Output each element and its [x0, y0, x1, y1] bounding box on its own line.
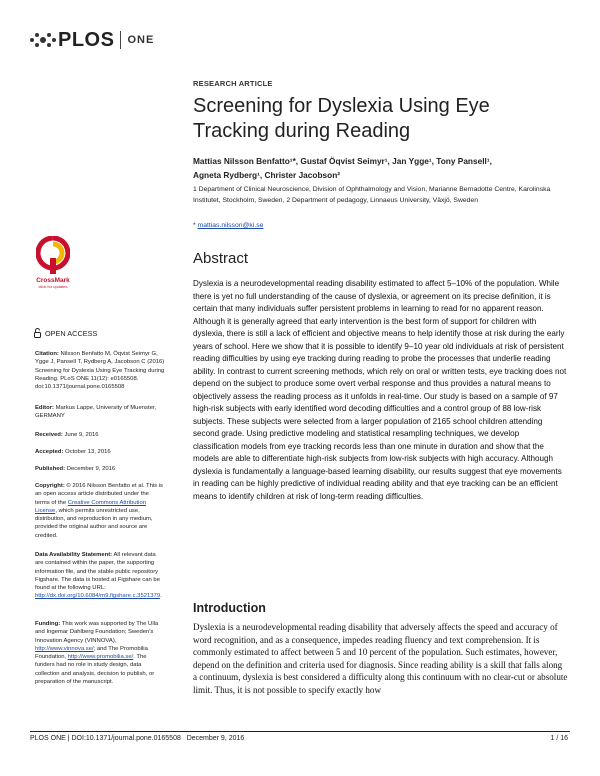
- author-line: Agneta Rydberg¹, Christer Jacobson²: [193, 169, 341, 180]
- article-type: RESEARCH ARTICLE: [193, 79, 273, 88]
- introduction-heading: Introduction: [193, 601, 266, 615]
- data-availability-end: .: [160, 593, 162, 600]
- introduction-text: Dyslexia is a neurodevelopmental reading disability that adversely affects the speed and accuracy of word recognition, and as a consequence, impedes reading fluency and text comprehension. It is commonly estimated to affect between 5 and 10 percent of the population. Such estimates, however, depend on the definition and criteria used for diagnosis. Since reading ability is a skill that falls along a continuum, dyslexia is best considered a difficulty along this continuum with no clear-cut or absolute limit. Thus, it is not possible to specify exactly how: [193, 622, 568, 695]
- corresponding-email: [193, 222, 263, 229]
- vinnova-link[interactable]: http://www.vinnova.se/: [35, 645, 94, 652]
- email-marker: *: [193, 222, 196, 229]
- editor-block: [35, 404, 165, 421]
- abstract-text: Dyslexia is a neurodevelopmental reading disability estimated to affect 5–10% of the population. While there is yet no full understanding of the cause of dyslexia, or agreement on its precise definition, it is certain that many individuals suffer persistent problems in learning to read for no apparent reason. Although it is generally agreed that early intervention is the best form of support for children with dyslexia, there is still a lack of efficient and objective means to help identify those at risk during the early years of school. Here we show that it is possible to identify 9–10 year old individuals at risk of persistent reading difficulties by using eye tracking during reading to probe the processes that underlie reading ability. In contrast to current screening methods, which rely on oral or written tests, eye tracking does not depend on the subject to produce some overt verbal response and thus provides a natural means to objectively assess the reading process as it unfolds in real-time. Our study is based on a sample of 97 high-risk subjects with early identified word decoding difficulties and a control group of 88 low-risk subjects. These subjects were selected from a larger population of 2165 school children attending second grade. Using predictive modeling and statistical resampling techniques, we develop classification models from eye tracking records less than one minute in duration and show that the models are able to differentiate high-risk subjects from low-risk subjects with high accuracy. Although dyslexia is fundamentally a language-based learning disability, our results suggest that eye movements in reading can be highly predictive of individual reading ability and that eye tracking can be an efficient means to identify children at risk of long-term reading difficulties.: [193, 279, 567, 501]
- accepted-label: Accepted:: [35, 449, 64, 455]
- citation-label: Citation:: [35, 351, 59, 357]
- figshare-link[interactable]: http://dx.doi.org/10.6084/m9.figshare.c.3521379: [35, 593, 161, 600]
- affiliations: 1 Department of Clinical Neuroscience, Division of Ophthalmology and Vision, Marianne Bernadotte Centre, Karolinska Institutet, Stockholm, Sweden, 2 Department of pedagogy, Linnaeus University, Växjö, Sweden: [193, 186, 551, 204]
- plos-one-logo: [30, 29, 154, 51]
- open-access-badge: [34, 328, 97, 338]
- plos-dots-icon: [30, 31, 56, 49]
- funding-text: This work was supported by The Ulla and Ingemar Dahlberg Foundation; Sweden's Innovation Agency (VINNOVA),: [35, 621, 159, 644]
- crossmark-label: CrossMark: [36, 277, 70, 284]
- crossmark-sublabel: click for updates: [38, 284, 68, 289]
- funding-block: [35, 620, 165, 686]
- citation-block: [35, 350, 165, 391]
- logo-publisher: PLOS: [58, 28, 115, 51]
- page-number: 1 / 16: [550, 735, 568, 742]
- promobilia-link[interactable]: http://www.promobilia.se/: [67, 654, 134, 661]
- received-date: June 9, 2016: [62, 432, 99, 438]
- published-label: Published:: [35, 466, 66, 472]
- funding-text-end: . The funders had no role in study design, data collection and analysis, decision to publish, or preparation of the manuscript.: [35, 654, 155, 686]
- funding-label: Funding:: [35, 621, 61, 627]
- abstract-heading: Abstract: [193, 250, 249, 267]
- published-block: [35, 465, 165, 473]
- funding-text-mid: ; and The Promobilia Foundation,: [35, 645, 148, 661]
- accepted-date: October 13, 2016: [63, 449, 111, 455]
- copyright-label: Copyright:: [35, 483, 65, 489]
- license-link[interactable]: Creative Commons Attribution License: [35, 499, 146, 514]
- copyright-text-end: , which permits unrestricted use, distribution, and reproduction in any medium, provided the original author and source are credited.: [35, 507, 153, 539]
- citation-text: Nilsson Benfatto M, Öqvist Seimyr G, Ygge J, Pansell T, Rydberg A, Jacobson C (2016) Screening for Dyslexia Using Eye Tracking during Reading. PLoS ONE 11(12): e0165508. doi:10.1371/journal.pone.0165508: [35, 351, 165, 391]
- data-availability-label: Data Availability Statement:: [35, 552, 113, 558]
- footer-citation: PLOS ONE | DOI:10.1371/journal.pone.0165508 December 9, 2016: [30, 735, 245, 742]
- logo-journal: ONE: [127, 34, 155, 46]
- crossmark-icon: [36, 236, 70, 276]
- copyright-block: [35, 482, 165, 540]
- article-title: Screening for Dyslexia Using Eye Tracking during Reading: [193, 95, 490, 142]
- copyright-text: © 2016 Nilsson Benfatto et al. This is an open access article distributed under the terms of the: [35, 483, 163, 506]
- received-label: Received:: [35, 432, 63, 438]
- published-date: December 9, 2016: [65, 466, 116, 472]
- email-link[interactable]: mattias.nilsson@ki.se: [197, 222, 264, 229]
- author-list: [193, 155, 563, 182]
- author-line: Mattias Nilsson Benfatto¹*, Gustaf Öqvist Seimyr¹, Jan Ygge¹, Tony Pansell¹,: [193, 156, 492, 166]
- data-availability-text: All relevant data are contained within the paper, the supporting information file, and the stable public repository Figshare. The data is hosted at Figshare can be found at the following URL:: [35, 552, 160, 592]
- data-availability-block: [35, 551, 165, 601]
- logo-divider: [120, 31, 121, 49]
- open-lock-icon: [34, 328, 41, 338]
- received-block: [35, 431, 165, 439]
- editor-label: Editor:: [35, 405, 54, 411]
- footer-divider: [30, 731, 570, 732]
- accepted-block: [35, 448, 165, 456]
- open-access-label: OPEN ACCESS: [45, 328, 98, 338]
- crossmark-badge[interactable]: [36, 236, 70, 288]
- editor-text: Markus Lappe, University of Muenster, GERMANY: [35, 405, 157, 420]
